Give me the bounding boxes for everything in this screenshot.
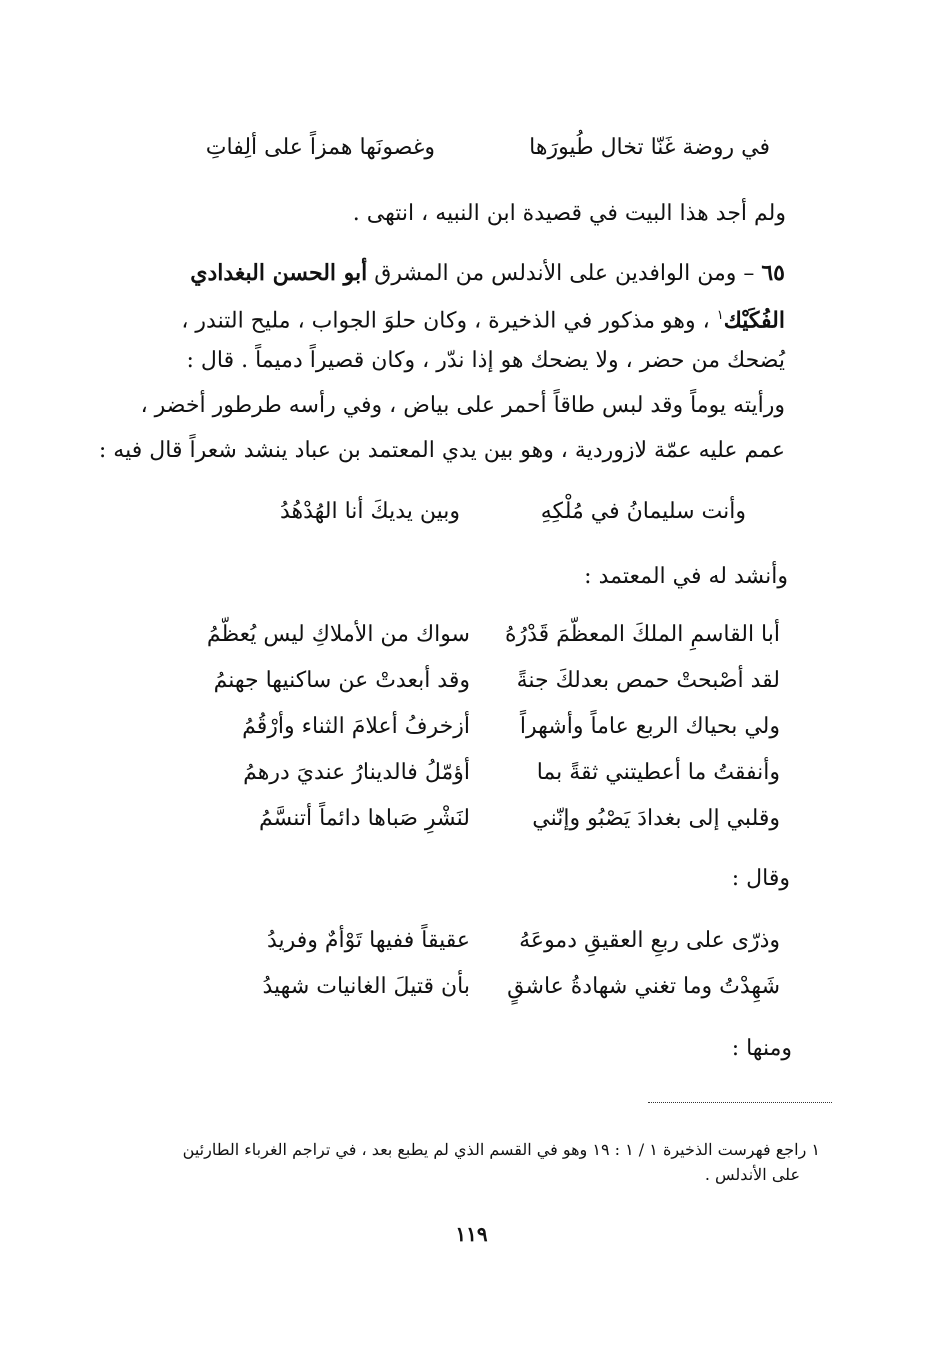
from-it-label: ومنها : — [731, 1036, 792, 1061]
poem-line-4-right: وأنفقتُ ما أعطيتني ثقةً بما — [536, 760, 780, 785]
verse-single-left: وبين يديكَ أنا الهُدْهُدُ — [279, 499, 460, 524]
poem-line-2-right: لقد أصْبحتْ حمص بعدلكَ جنةً — [516, 668, 780, 693]
poem2-line-1-left: عقيقاً ففيها تَوْأمٌ وفريدُ — [266, 928, 470, 953]
poem2-line-2-right: شَهِدْتُ وما تغني شهادةُ عاشقٍ — [507, 974, 780, 999]
poem-line-4-left: أؤمّلُ فالدينارُ عنديَ درهمُ — [243, 760, 470, 785]
verse-top-left: وغصونَها همزاً على ألِفاتِ — [205, 135, 435, 160]
footnote-marker: ١ — [716, 308, 724, 323]
page-number: ١١٩ — [455, 1222, 488, 1246]
entry-number: ٦٥ — [761, 260, 785, 286]
entry-line-5: عمم عليه عمّة لازوردية ، وهو بين يدي المعتمد بن عباد ينشد شعراً قال فيه : — [98, 438, 785, 463]
poem-line-2-left: وقد أبعدتْ عن ساكنيها جهنمُ — [213, 668, 470, 693]
poem-line-3-left: أزخرفُ أعلامَ الثناء وأرْقُمُ — [242, 714, 470, 739]
note-line: ولم أجد هذا البيت في قصيدة ابن النبيه ، انتهى . — [352, 201, 786, 226]
entry-line-1 — [130, 258, 785, 289]
verse-top-right: في روضة غَنّا تخال طُيورَها — [529, 135, 770, 160]
footnote-separator — [648, 1102, 832, 1103]
entry-line-2 — [130, 301, 785, 336]
entry-rest-2: ، وهو مذكور في الذخيرة ، وكان حلوَ الجواب ، مليح التندر ، — [181, 308, 717, 334]
poem-line-1-left: سواك من الأملاكِ ليس يُعظّمُ — [206, 622, 470, 647]
verse-single-right: وأنت سليمانُ في مُلْكِهِ — [540, 499, 746, 524]
footnote-line-2: على الأندلس . — [704, 1165, 800, 1184]
entry-name-1: أبو الحسن البغدادي — [190, 260, 368, 286]
poem-line-5-right: وقلبي إلى بغدادَ يَصْبُو وإنّني — [532, 806, 780, 831]
poem2-line-2-left: بأن قتيلَ الغانيات شهيدُ — [262, 974, 470, 999]
entry-line-4: ورأيته يوماً وقد لبس طاقاً أحمر على بياض ، وفي رأسه طرطور أخضر ، — [140, 393, 785, 418]
poem2-line-1-right: وذرّى على ربعِ العقيقِ دموعَهُ — [519, 928, 780, 953]
entry-lead: – ومن الوافدين على الأندلس من المشرق — [367, 261, 762, 286]
footnote-line-1: ١ راجع فهرست الذخيرة ١ / ١ : ١٩ وهو في القسم الذي لم يطبع بعد ، في تراجم الغرباء الطارئين — [182, 1140, 820, 1159]
said-label: وقال : — [731, 866, 790, 891]
entry-name-2: الفُكَيْك — [723, 307, 785, 334]
poem-intro: وأنشد له في المعتمد : — [584, 564, 788, 589]
poem-line-5-left: لنَشْرِ صَباها دائماً أتنسَّمُ — [258, 806, 470, 831]
poem-line-1-right: أبا القاسمِ الملكَ المعظّمَ قَدْرُهُ — [504, 622, 780, 647]
entry-line-3: يُضحك من حضر ، ولا يضحك هو إذا ندّر ، وكان قصيراً دميماً . قال : — [186, 348, 785, 373]
poem-line-3-right: ولي بحياك الربع عاماً وأشهراً — [519, 714, 780, 739]
